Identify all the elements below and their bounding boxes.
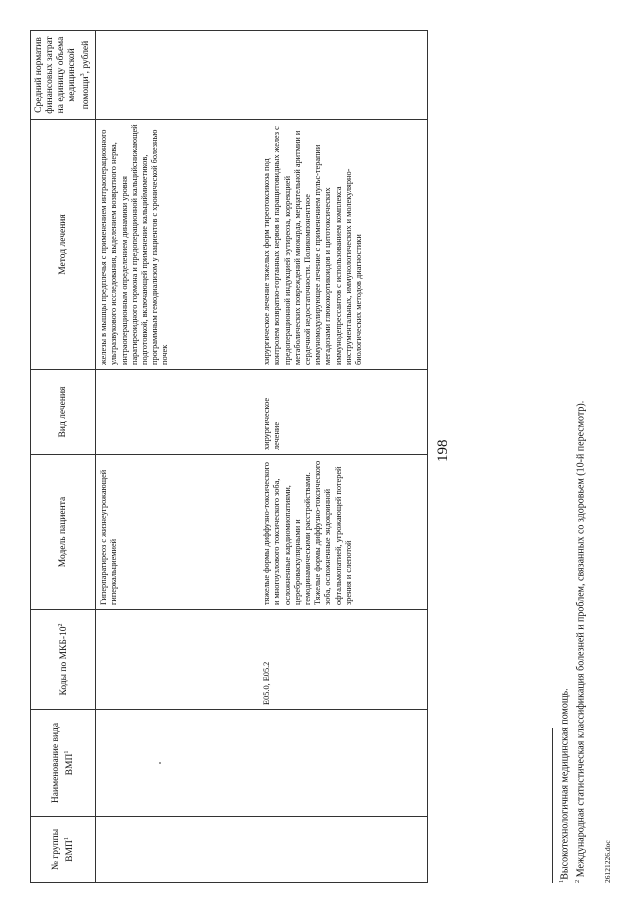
cell-vmp-name bbox=[259, 710, 428, 817]
header-treatment-type: Вид лечения bbox=[31, 370, 96, 455]
cell-treatment-type bbox=[96, 370, 260, 455]
header-group-no: № группы ВМП$^1$ bbox=[31, 817, 96, 883]
cell-group-no bbox=[96, 817, 260, 883]
cell-patient-model: тяжелые формы диффузно-токсического и многоузлового токсического зоба, осложненные кардиомиопатиями, цереброваскулярными и гемодинамическими расстройствами. Тяжелые формы диффузно-токсического зоба, осложненные эндокринной офтальмопатией, угрожающей потерей зрения и слепотой bbox=[259, 455, 428, 610]
cell-patient-model: Гиперпаратиреоз с жизнеугрожающей гиперкальциемией bbox=[96, 455, 260, 610]
table-row bbox=[259, 31, 428, 883]
page-number: 198 bbox=[435, 439, 451, 462]
footnote-1: $^1$Высокотехнологичная медицинская помощь. bbox=[558, 688, 571, 883]
vmp-table bbox=[30, 30, 428, 883]
document-filename: 26121226.doc bbox=[603, 840, 612, 883]
cell-avg-cost bbox=[259, 31, 428, 120]
header-mkb-codes: Коды по МКБ-$10^2$ bbox=[31, 610, 96, 710]
header-vmp-name: Наименование вида ВМП$^1$ bbox=[31, 710, 96, 817]
cell-vmp-name bbox=[96, 710, 260, 817]
header-patient-model: Модель пациента bbox=[31, 455, 96, 610]
cell-avg-cost bbox=[96, 31, 260, 120]
cell-mkb-codes: E05.0, E05.2 bbox=[259, 610, 428, 710]
footnote-2: $^2$ Международная статистическая классификация болезней и проблем, связанных со здоровьем (10-й пересмотр). bbox=[574, 400, 587, 883]
header-treatment-method: Метод лечения bbox=[31, 120, 96, 370]
cell-mkb-codes bbox=[96, 610, 260, 710]
footnote-rule bbox=[552, 728, 553, 883]
header-row bbox=[31, 31, 96, 883]
table-row bbox=[96, 31, 260, 883]
cell-treatment-type: хирургическое лечение bbox=[259, 370, 428, 455]
cell-treatment-method: хирургическое лечение тяжелых форм тиреотоксикоза под контролем возвратно-гортанных нервов и паращитовидных желез с предоперационной индукцией эутиреоза, коррекцией метаболических повреждений миокарда, мерцательной аритмии и сердечной недостаточности. Поликомпонентное иммуномодулирующее лечение с применением пульс-терапии мегадозами глюкокортикоидов и цитотоксических иммунодепрессантов с использованием комплекса инструментальных, иммунологических и молекулярно-биологических методов диагностики bbox=[259, 120, 428, 370]
footnotes bbox=[552, 23, 588, 883]
scan-speck bbox=[159, 762, 161, 764]
cell-group-no bbox=[259, 817, 428, 883]
cell-treatment-method: железы в мышцы предплечья с применением интраоперационного ультразвукового исследования, выделением возвратного нерва, интраоперационным определением динамики уровня паратиреоидного гормона и предоперационной кальцийснижающей подготовкой, включающей применение кальциймиметиков, программным гемодиализом у пациентов с хронической болезнью почек bbox=[96, 120, 260, 370]
header-avg-cost: Средний норматив финансовых затрат на единицу объема медицинской помощи$^3$, рублей bbox=[31, 31, 96, 120]
